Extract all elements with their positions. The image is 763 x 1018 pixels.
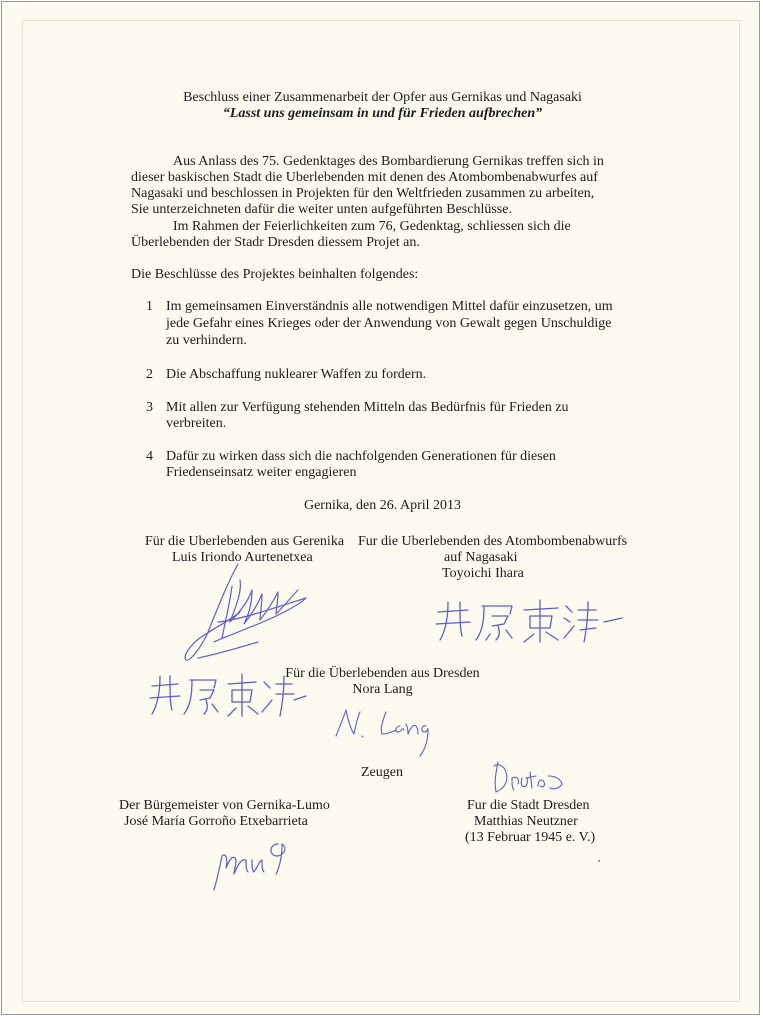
intro-p1-line-1: Aus Anlass des 75. Gedenktages des Bombardierung Gernikas treffen sich in <box>173 154 604 169</box>
list-heading: Die Beschlüsse des Projektes beinhalten folgendes: <box>131 267 419 282</box>
intro-p1-line-3: Nagasaki und beschlossen in Projekten für den Weltfrieden zusammen zu arbeiten, <box>131 186 595 201</box>
signature-gorrono <box>208 830 308 894</box>
intro-p2-line-2: Überlebenden der Stadr Dresden diessem Projet an. <box>131 235 420 250</box>
mayor-name: José María Gorroño Etxebarrieta <box>124 814 308 829</box>
nagasaki-label: Fur die Uberlebenden des Atombombenabwurfs <box>358 534 628 549</box>
nagasaki-label-2: auf Nagasaki <box>444 550 518 565</box>
stray-mark <box>598 860 600 862</box>
signature-ihara <box>434 596 624 646</box>
intro-p1-line-2: dieser baskischen Stadt die Uberlebenden mit denen des Atombombenabwurfes auf <box>131 170 598 185</box>
gernika-label: Für die Uberlebenden aus Gerenika <box>145 534 345 549</box>
signature-ihara-2 <box>148 670 308 718</box>
item-4-line-1: Dafür zu wirken dass sich die nachfolgenden Generationen für diesen <box>166 449 556 464</box>
document-page <box>1 1 760 1015</box>
item-3-line-2: verbreiten. <box>166 416 227 431</box>
intro-p1-line-4: Sie unterzeichneten dafür die weiter unten aufgeführten Beschlüsse. <box>131 202 512 217</box>
item-2-line-1: Die Abschaffung nuklearer Waffen zu fordern. <box>166 367 427 382</box>
item-number: 1 <box>146 299 153 314</box>
item-4-line-2: Friedenseinsatz weiter engagieren <box>166 465 357 480</box>
title-line-2: “Lasst uns gemeinsam in und für Frieden aufbrechen” <box>222 106 543 121</box>
item-1-line-3: zu verhindern. <box>166 333 247 348</box>
item-number: 2 <box>146 367 153 382</box>
mayor-label: Der Bürgemeister von Gernika-Lumo <box>119 798 330 813</box>
item-1-line-1: Im gemeinsamen Einverständnis alle notwendigen Mittel dafür einzusetzen, um <box>166 299 613 314</box>
signature-lang <box>330 702 440 762</box>
place-date: Gernika, den 26. April 2013 <box>303 498 462 513</box>
signature-neutzner <box>490 758 570 798</box>
dresden-city-label: Fur die Stadt Dresden <box>467 798 590 813</box>
witnesses-heading: Zeugen <box>361 765 403 780</box>
dresden-survivors-label: Für die Überlebenden aus Dresden <box>285 666 480 681</box>
item-3-line-1: Mit allen zur Verfügung stehenden Mitteln das Bedürfnis für Frieden zu <box>166 400 569 415</box>
item-number: 4 <box>146 449 153 464</box>
title-line-1: Beschluss einer Zusammenarbeit der Opfer aus Gernikas und Nagasaki <box>183 90 582 105</box>
dresden-city-name: Matthias Neutzner <box>474 814 578 829</box>
dresden-city-note: (13 Februar 1945 e. V.) <box>465 830 596 845</box>
signature-iriondo <box>178 562 318 667</box>
dresden-survivors-name: Nora Lang <box>352 682 413 697</box>
nagasaki-name: Toyoichi Ihara <box>442 566 524 581</box>
intro-p2-line-1: Im Rahmen der Feierlichkeiten zum 76, Gedenktag, schliessen sich die <box>173 219 571 234</box>
gernika-name: Luis Iriondo Aurtenetxea <box>172 550 313 565</box>
item-number: 3 <box>146 400 153 415</box>
item-1-line-2: jede Gefahr eines Krieges oder der Anwendung von Gewalt gegen Unschuldige <box>166 316 612 331</box>
